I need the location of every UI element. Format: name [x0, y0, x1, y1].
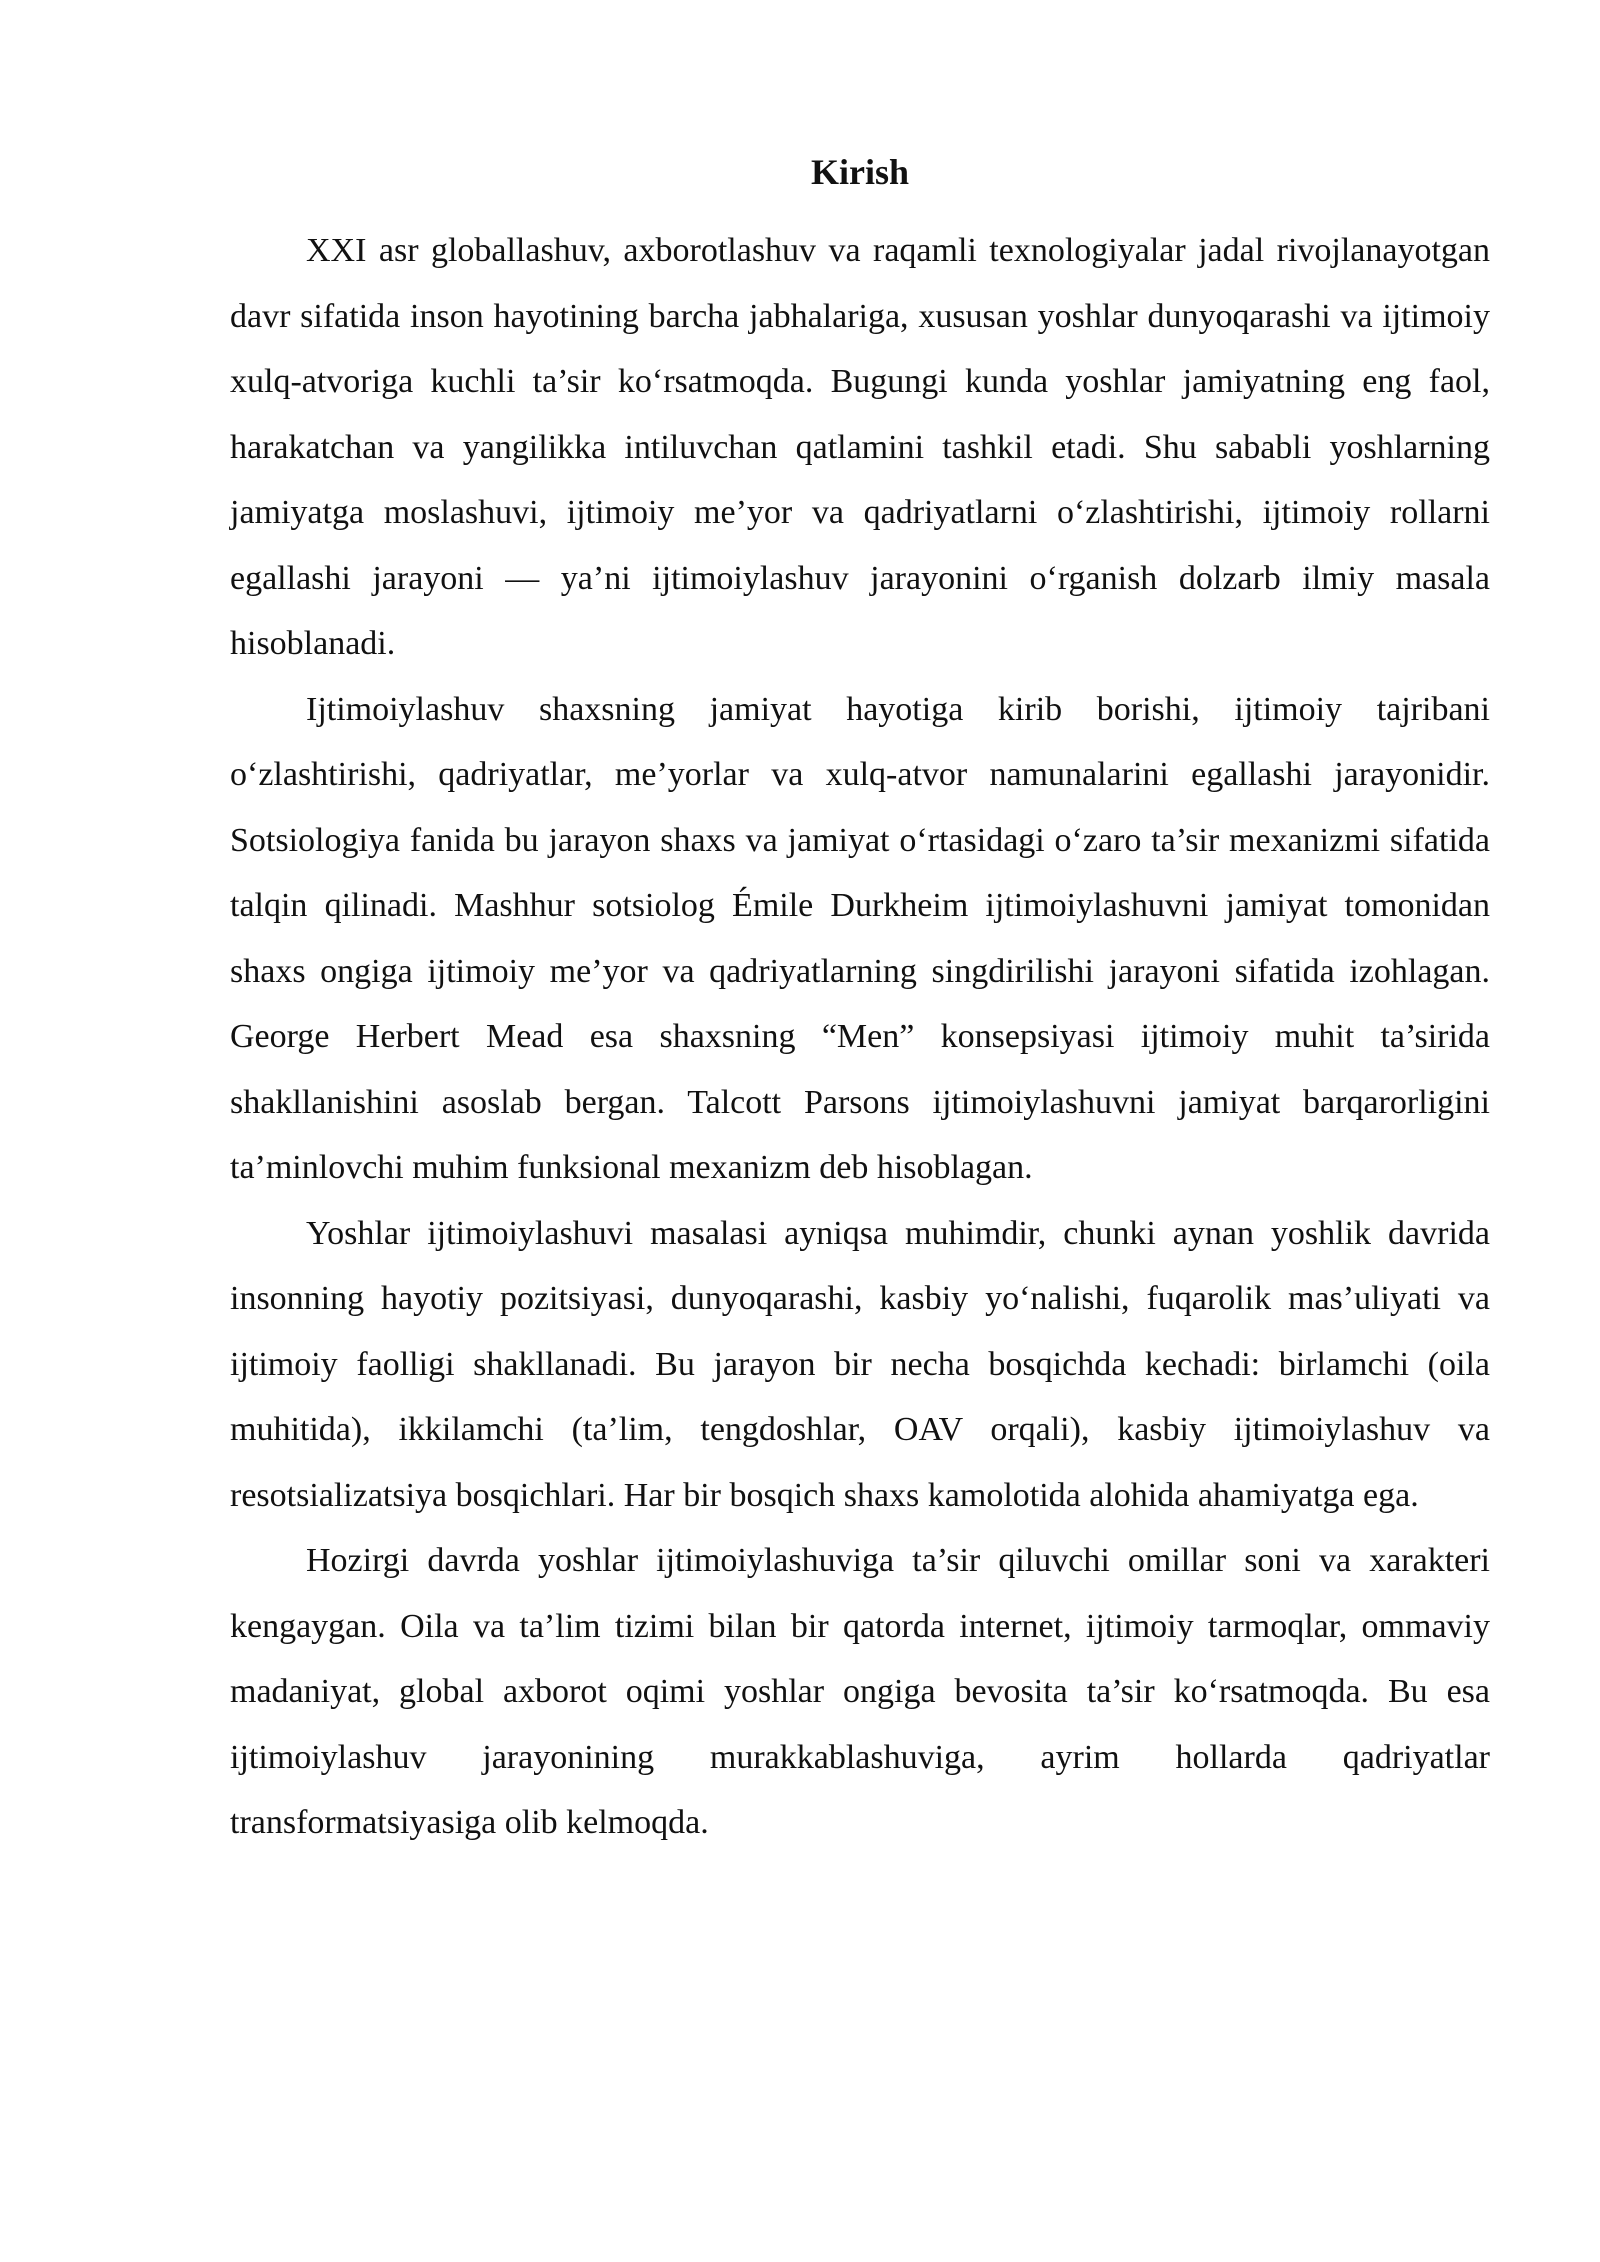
- paragraph-1: XXI asr globallashuv, axborotlashuv va raqamli texnologiyalar jadal rivojlanayotgan davr sifatida inson hayotining barcha jabhalariga, xususan yoshlar dunyoqarashi va ijtimoiy xulq-atvoriga kuchli ta’sir ko‘rsatmoqda. Bugungi kunda yoshlar jamiyatning eng faol, harakatchan va yangilikka intiluvchan qatlamini tashkil etadi. Shu sababli yoshlarning jamiyatga moslashuvi, ijtimoiy me’yor va qadriyatlarni o‘zlashtirishi, ijtimoiy rollarni egallashi jarayoni — ya’ni ijtimoiylashuv jarayonini o‘rganish dolzarb ilmiy masala hisoblanadi.: [230, 232, 1490, 662]
- paragraph-2: Ijtimoiylashuv shaxsning jamiyat hayotiga kirib borishi, ijtimoiy tajribani o‘zlashtirishi, qadriyatlar, me’yorlar va xulq-atvor namunalarini egallashi jarayonidir. Sotsiologiya fanida bu jarayon shaxs va jamiyat o‘rtasidagi o‘zaro ta’sir mexanizmi sifatida talqin qilinadi. Mashhur sotsiolog Émile Durkheim ijtimoiylashuvni jamiyat tomonidan shaxs ongiga ijtimoiy me’yor va qadriyatlarning singdirilishi jarayoni sifatida izohlagan. George Herbert Mead esa shaxsning “Men” konsepsiyasi ijtimoiy muhit ta’sirida shakllanishini asoslab bergan. Talcott Parsons ijtimoiylashuvni jamiyat barqarorligini ta’minlovchi muhim funksional mexanizm deb hisoblagan.: [230, 690, 1490, 1186]
- document-page: [230, 148, 1490, 1856]
- paragraph-4: Hozirgi davrda yoshlar ijtimoiylashuviga ta’sir qiluvchi omillar soni va xarakteri kengaygan. Oila va ta’lim tizimi bilan bir qatorda internet, ijtimoiy tarmoqlar, ommaviy madaniyat, global axborot oqimi yoshlar ongiga bevosita ta’sir ko‘rsatmoqda. Bu esa ijtimoiylashuv jarayonining murakkablashuviga, ayrim hollarda qadriyatlar transformatsiyasiga olib kelmoqda.: [230, 1542, 1490, 1841]
- paragraph-3: Yoshlar ijtimoiylashuvi masalasi ayniqsa muhimdir, chunki aynan yoshlik davrida insonning hayotiy pozitsiyasi, dunyoqarashi, kasbiy yo‘nalishi, fuqarolik mas’uliyati va ijtimoiy faolligi shakllanadi. Bu jarayon bir necha bosqichda kechadi: birlamchi (oila muhitida), ikkilamchi (ta’lim, tengdoshlar, OAV orqali), kasbiy ijtimoiylashuv va resotsializatsiya bosqichlari. Har bir bosqich shaxs kamolotida alohida ahamiyatga ega.: [230, 1214, 1490, 1514]
- page-title: Kirish: [810, 152, 909, 192]
